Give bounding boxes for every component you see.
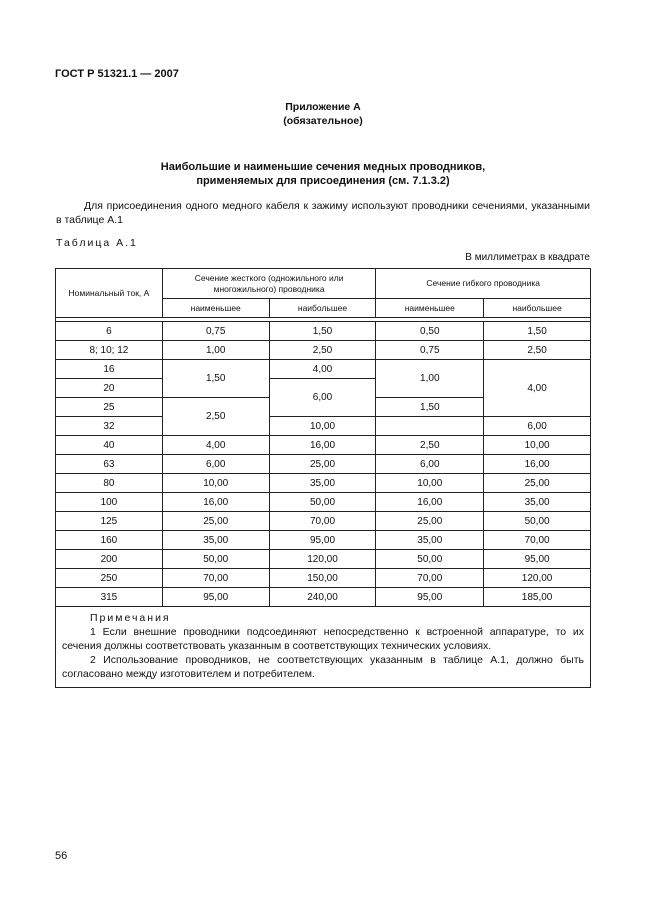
cell-flex-min: 50,00	[376, 550, 484, 569]
header-current: Номинальный ток, А	[56, 269, 163, 318]
cell-rigid-min: 95,00	[162, 588, 269, 607]
table-label: Таблица А.1	[56, 237, 138, 249]
cell-rigid-max: 10,00	[269, 417, 376, 436]
cell-current: 6	[56, 322, 163, 341]
cell-rigid-max: 240,00	[269, 588, 376, 607]
table-notes	[56, 607, 591, 688]
section-heading	[0, 160, 646, 188]
header-flexible: Сечение гибкого проводника	[376, 269, 591, 299]
note-2: 2 Использование проводников, не соответствующих указанным в таблице А.1, должно быть согласовано между изготовителем и потребителем.	[62, 654, 584, 680]
cell-flex-max: 2,50	[484, 341, 591, 360]
cell-flex-min	[376, 417, 484, 436]
cell-flex-max: 35,00	[484, 493, 591, 512]
cell-flex-min: 35,00	[376, 531, 484, 550]
cell-current: 250	[56, 569, 163, 588]
cell-flex-max: 1,50	[484, 322, 591, 341]
cell-current: 8; 10; 12	[56, 341, 163, 360]
cell-rigid-max: 50,00	[269, 493, 376, 512]
cell-flex-min: 95,00	[376, 588, 484, 607]
cell-current: 63	[56, 455, 163, 474]
cell-flex-min: 16,00	[376, 493, 484, 512]
cell-flex-max: 4,00	[484, 360, 591, 417]
table-row	[56, 588, 591, 607]
table-row	[56, 493, 591, 512]
cell-current: 16	[56, 360, 163, 379]
cell-rigid-max: 16,00	[269, 436, 376, 455]
cell-current: 200	[56, 550, 163, 569]
cell-flex-min: 2,50	[376, 436, 484, 455]
table-row	[56, 474, 591, 493]
cell-current: 160	[56, 531, 163, 550]
cell-rigid-min: 10,00	[162, 474, 269, 493]
cell-rigid-max: 6,00	[269, 379, 376, 417]
header-flex-min: наименьшее	[376, 299, 484, 318]
table-row	[56, 322, 591, 341]
cell-flex-max: 185,00	[484, 588, 591, 607]
cell-flex-max: 10,00	[484, 436, 591, 455]
header-rigid-max: наибольшее	[269, 299, 376, 318]
cell-current: 100	[56, 493, 163, 512]
cell-rigid-max: 2,50	[269, 341, 376, 360]
cell-current: 20	[56, 379, 163, 398]
note-1: 1 Если внешние проводники подсоединяют непосредственно к встроенной аппаратуре, то их сечения должны соответствовать указанным в соответствующих технических условиях.	[62, 626, 584, 652]
table-notes-row	[56, 607, 591, 688]
cell-rigid-max: 70,00	[269, 512, 376, 531]
header-rigid-min: наименьшее	[162, 299, 269, 318]
cell-flex-min: 25,00	[376, 512, 484, 531]
cell-flex-min: 6,00	[376, 455, 484, 474]
table-row	[56, 512, 591, 531]
cell-rigid-min: 70,00	[162, 569, 269, 588]
annex-heading	[0, 100, 646, 128]
table-row	[56, 455, 591, 474]
notes-title: Примечания	[90, 612, 171, 624]
table-row	[56, 531, 591, 550]
section-title-line1: Наибольшие и наименьшие сечения медных проводников,	[160, 161, 486, 173]
cell-flex-min: 1,50	[376, 398, 484, 417]
cell-current: 125	[56, 512, 163, 531]
cell-rigid-min: 2,50	[162, 398, 269, 436]
cell-current: 80	[56, 474, 163, 493]
table-row	[56, 360, 591, 379]
cell-flex-min: 0,50	[376, 322, 484, 341]
cell-flex-min: 1,00	[376, 360, 484, 398]
cell-current: 40	[56, 436, 163, 455]
cell-rigid-max: 4,00	[269, 360, 376, 379]
table-row	[56, 341, 591, 360]
cell-rigid-max: 35,00	[269, 474, 376, 493]
cell-rigid-min: 0,75	[162, 322, 269, 341]
cell-rigid-max: 1,50	[269, 322, 376, 341]
cell-rigid-min: 1,50	[162, 360, 269, 398]
cell-rigid-min: 35,00	[162, 531, 269, 550]
cell-flex-max: 120,00	[484, 569, 591, 588]
cell-rigid-min: 6,00	[162, 455, 269, 474]
table-row	[56, 550, 591, 569]
conductor-table	[55, 268, 591, 688]
cell-flex-min: 70,00	[376, 569, 484, 588]
cell-flex-max: 50,00	[484, 512, 591, 531]
cell-rigid-max: 150,00	[269, 569, 376, 588]
cell-rigid-min: 16,00	[162, 493, 269, 512]
cell-rigid-max: 120,00	[269, 550, 376, 569]
cell-rigid-min: 25,00	[162, 512, 269, 531]
cell-current: 25	[56, 398, 163, 417]
intro-paragraph: Для присоединения одного медного кабеля к зажиму используют проводники сечениями, указанными в таблице А.1	[56, 200, 590, 226]
cell-rigid-min: 50,00	[162, 550, 269, 569]
annex-status: (обязательное)	[283, 115, 363, 127]
header-flex-max: наибольшее	[484, 299, 591, 318]
table-row	[56, 569, 591, 588]
cell-current: 32	[56, 417, 163, 436]
standard-header: ГОСТ Р 51321.1 — 2007	[55, 68, 179, 80]
cell-rigid-max: 95,00	[269, 531, 376, 550]
annex-title: Приложение А	[285, 101, 361, 113]
cell-flex-max: 95,00	[484, 550, 591, 569]
cell-flex-max: 25,00	[484, 474, 591, 493]
table-row	[56, 436, 591, 455]
table-row	[56, 417, 591, 436]
cell-flex-max: 70,00	[484, 531, 591, 550]
page-number: 56	[55, 850, 68, 862]
cell-rigid-min: 4,00	[162, 436, 269, 455]
cell-flex-max: 16,00	[484, 455, 591, 474]
cell-flex-min: 0,75	[376, 341, 484, 360]
cell-rigid-max: 25,00	[269, 455, 376, 474]
cell-flex-min: 10,00	[376, 474, 484, 493]
cell-flex-max: 6,00	[484, 417, 591, 436]
table-units: В миллиметрах в квадрате	[465, 252, 590, 263]
header-rigid: Сечение жесткого (одножильного или многожильного) проводника	[162, 269, 376, 299]
cell-rigid-min: 1,00	[162, 341, 269, 360]
cell-current: 315	[56, 588, 163, 607]
section-title-line2: применяемых для присоединения (см. 7.1.3.2)	[196, 175, 450, 187]
